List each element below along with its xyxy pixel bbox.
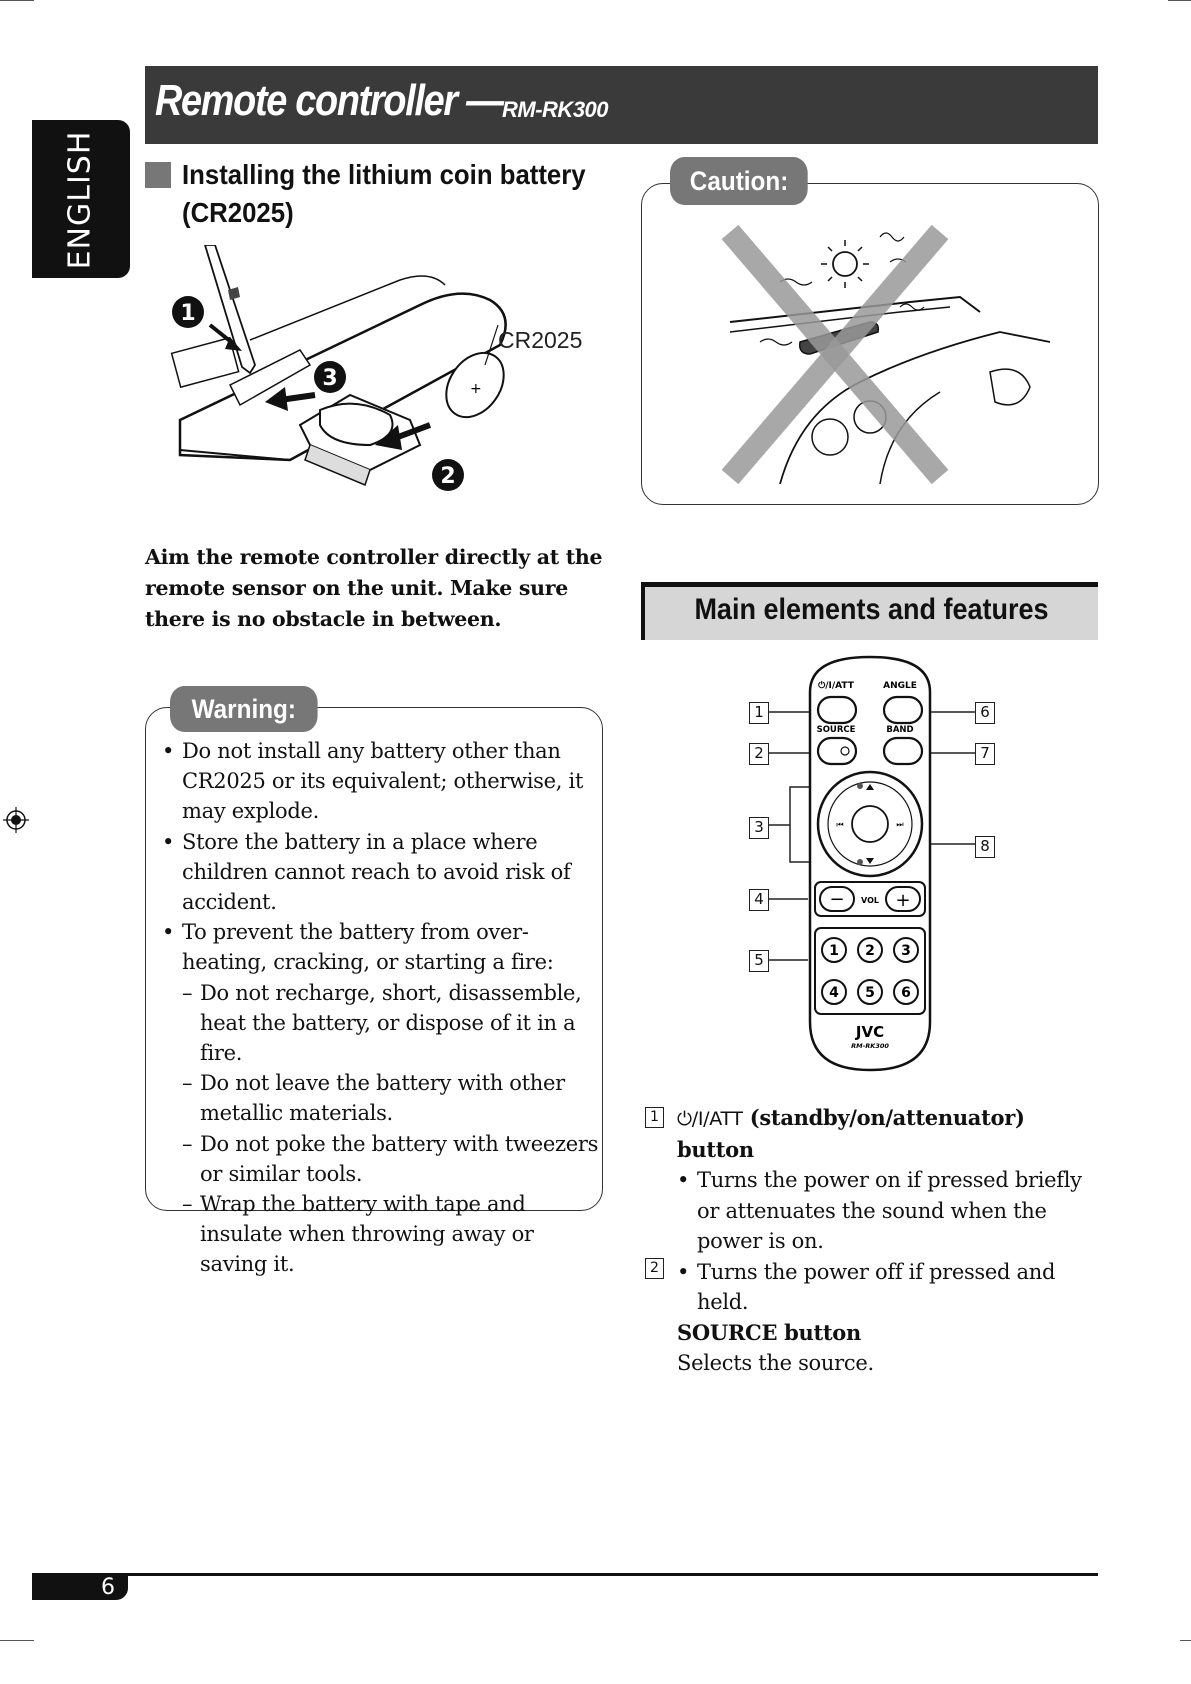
install-heading: Installing the lithium coin battery (CR2025) — [182, 159, 586, 228]
list-subitem: – Wrap the battery with tape and insulate when throwing away or saving it. — [182, 1192, 534, 1277]
language-label: ENGLISH — [62, 130, 98, 270]
remote-key-5: 5 — [865, 985, 875, 1001]
page-title: Remote controller — — [155, 76, 503, 125]
callout-4: 4 — [749, 889, 769, 911]
callout-8: 8 — [975, 836, 995, 858]
warning-list — [160, 736, 600, 1280]
crop-mark — [0, 1640, 34, 1641]
remote-vol-label: VOL — [861, 896, 879, 905]
list-item: • Do not install any battery other than CR2025 or its equivalent; otherwise, it may explode. — [162, 739, 584, 824]
list-item: • To prevent the battery from over-heating, cracking, or starting a fire: — [162, 920, 554, 975]
callout-7: 7 — [975, 743, 995, 765]
crop-mark — [1168, 0, 1191, 1]
definition-number: 2 — [645, 1258, 664, 1279]
warning-title: Warning: — [170, 686, 318, 732]
step-1-label: 1 — [180, 301, 196, 326]
remote-vol-plus: + — [895, 890, 911, 911]
aim-instruction: Aim the remote controller directly at the remote sensor on the unit. Make sure there is no obstacle in between. — [145, 545, 603, 631]
remote-brand: JVC — [855, 1023, 885, 1041]
remote-key-6: 6 — [901, 985, 911, 1001]
battery-type-label: CR2025 — [498, 327, 583, 353]
page-number: 6 — [101, 1575, 115, 1600]
model-name: RM-RK300 — [502, 97, 609, 122]
definitions-list — [677, 1103, 1097, 1379]
section-marker-icon — [145, 162, 171, 188]
power-symbol: ⏻/I/ATT — [677, 1108, 743, 1130]
remote-key-4: 4 — [829, 985, 839, 1001]
svg-text:⏭: ⏭ — [896, 820, 904, 829]
callout-6: 6 — [975, 702, 995, 724]
definition-number: 1 — [645, 1107, 664, 1128]
list-item: • Store the battery in a place where children cannot reach to avoid risk of accident. — [162, 829, 571, 915]
main-elements-heading-bar — [641, 582, 1098, 640]
crop-mark — [0, 0, 34, 1]
svg-text:+: + — [470, 381, 482, 397]
step-2-label: 2 — [440, 464, 456, 489]
remote-power-label: ⏻/I/ATT — [818, 681, 854, 691]
caution-dashboard-illustration — [720, 222, 1050, 484]
callout-1: 1 — [749, 702, 769, 724]
definition-title: ⏻/I/ATT (standby/on/attenuator) button — [677, 1105, 1025, 1162]
callout-2: 2 — [749, 743, 769, 765]
remote-band-label: BAND — [886, 725, 914, 735]
definition-text: Selects the source. — [677, 1351, 874, 1375]
remote-source-label: SOURCE — [816, 725, 856, 735]
step-3-label: 3 — [322, 366, 338, 391]
svg-text:⏮: ⏮ — [836, 820, 844, 829]
registration-mark-icon — [3, 807, 29, 833]
list-subitem: – Do not poke the battery with tweezers or similar tools. — [182, 1131, 599, 1186]
list-item: • Turns the power on if pressed briefly or attenuates the sound when the power is on. — [677, 1168, 1082, 1253]
remote-controller-diagram — [740, 652, 1000, 1074]
list-subitem: – Do not leave the battery with other metallic materials. — [182, 1071, 565, 1126]
language-tab — [32, 120, 130, 278]
remote-key-1: 1 — [829, 943, 839, 959]
remote-key-3: 3 — [901, 943, 911, 959]
list-subitem: – Do not recharge, short, disassemble, heat the battery, or dispose of it in a fire. — [182, 980, 582, 1066]
callout-5: 5 — [749, 950, 769, 972]
remote-model: RM-RK300 — [851, 1042, 889, 1050]
list-item: • Turns the power off if pressed and held. — [677, 1259, 1056, 1314]
caution-title: Caution: — [670, 157, 808, 205]
callout-3: 3 — [749, 817, 769, 839]
page-title-bar — [145, 66, 1098, 144]
crop-mark — [1180, 1640, 1191, 1641]
footer-rule — [32, 1573, 1098, 1576]
remote-key-2: 2 — [865, 943, 875, 959]
remote-angle-label: ANGLE — [883, 681, 917, 691]
battery-install-illustration — [170, 245, 600, 520]
remote-vol-minus: − — [829, 889, 845, 910]
definition-title: SOURCE button — [677, 1319, 861, 1345]
main-elements-title: Main elements and features — [694, 593, 1049, 626]
